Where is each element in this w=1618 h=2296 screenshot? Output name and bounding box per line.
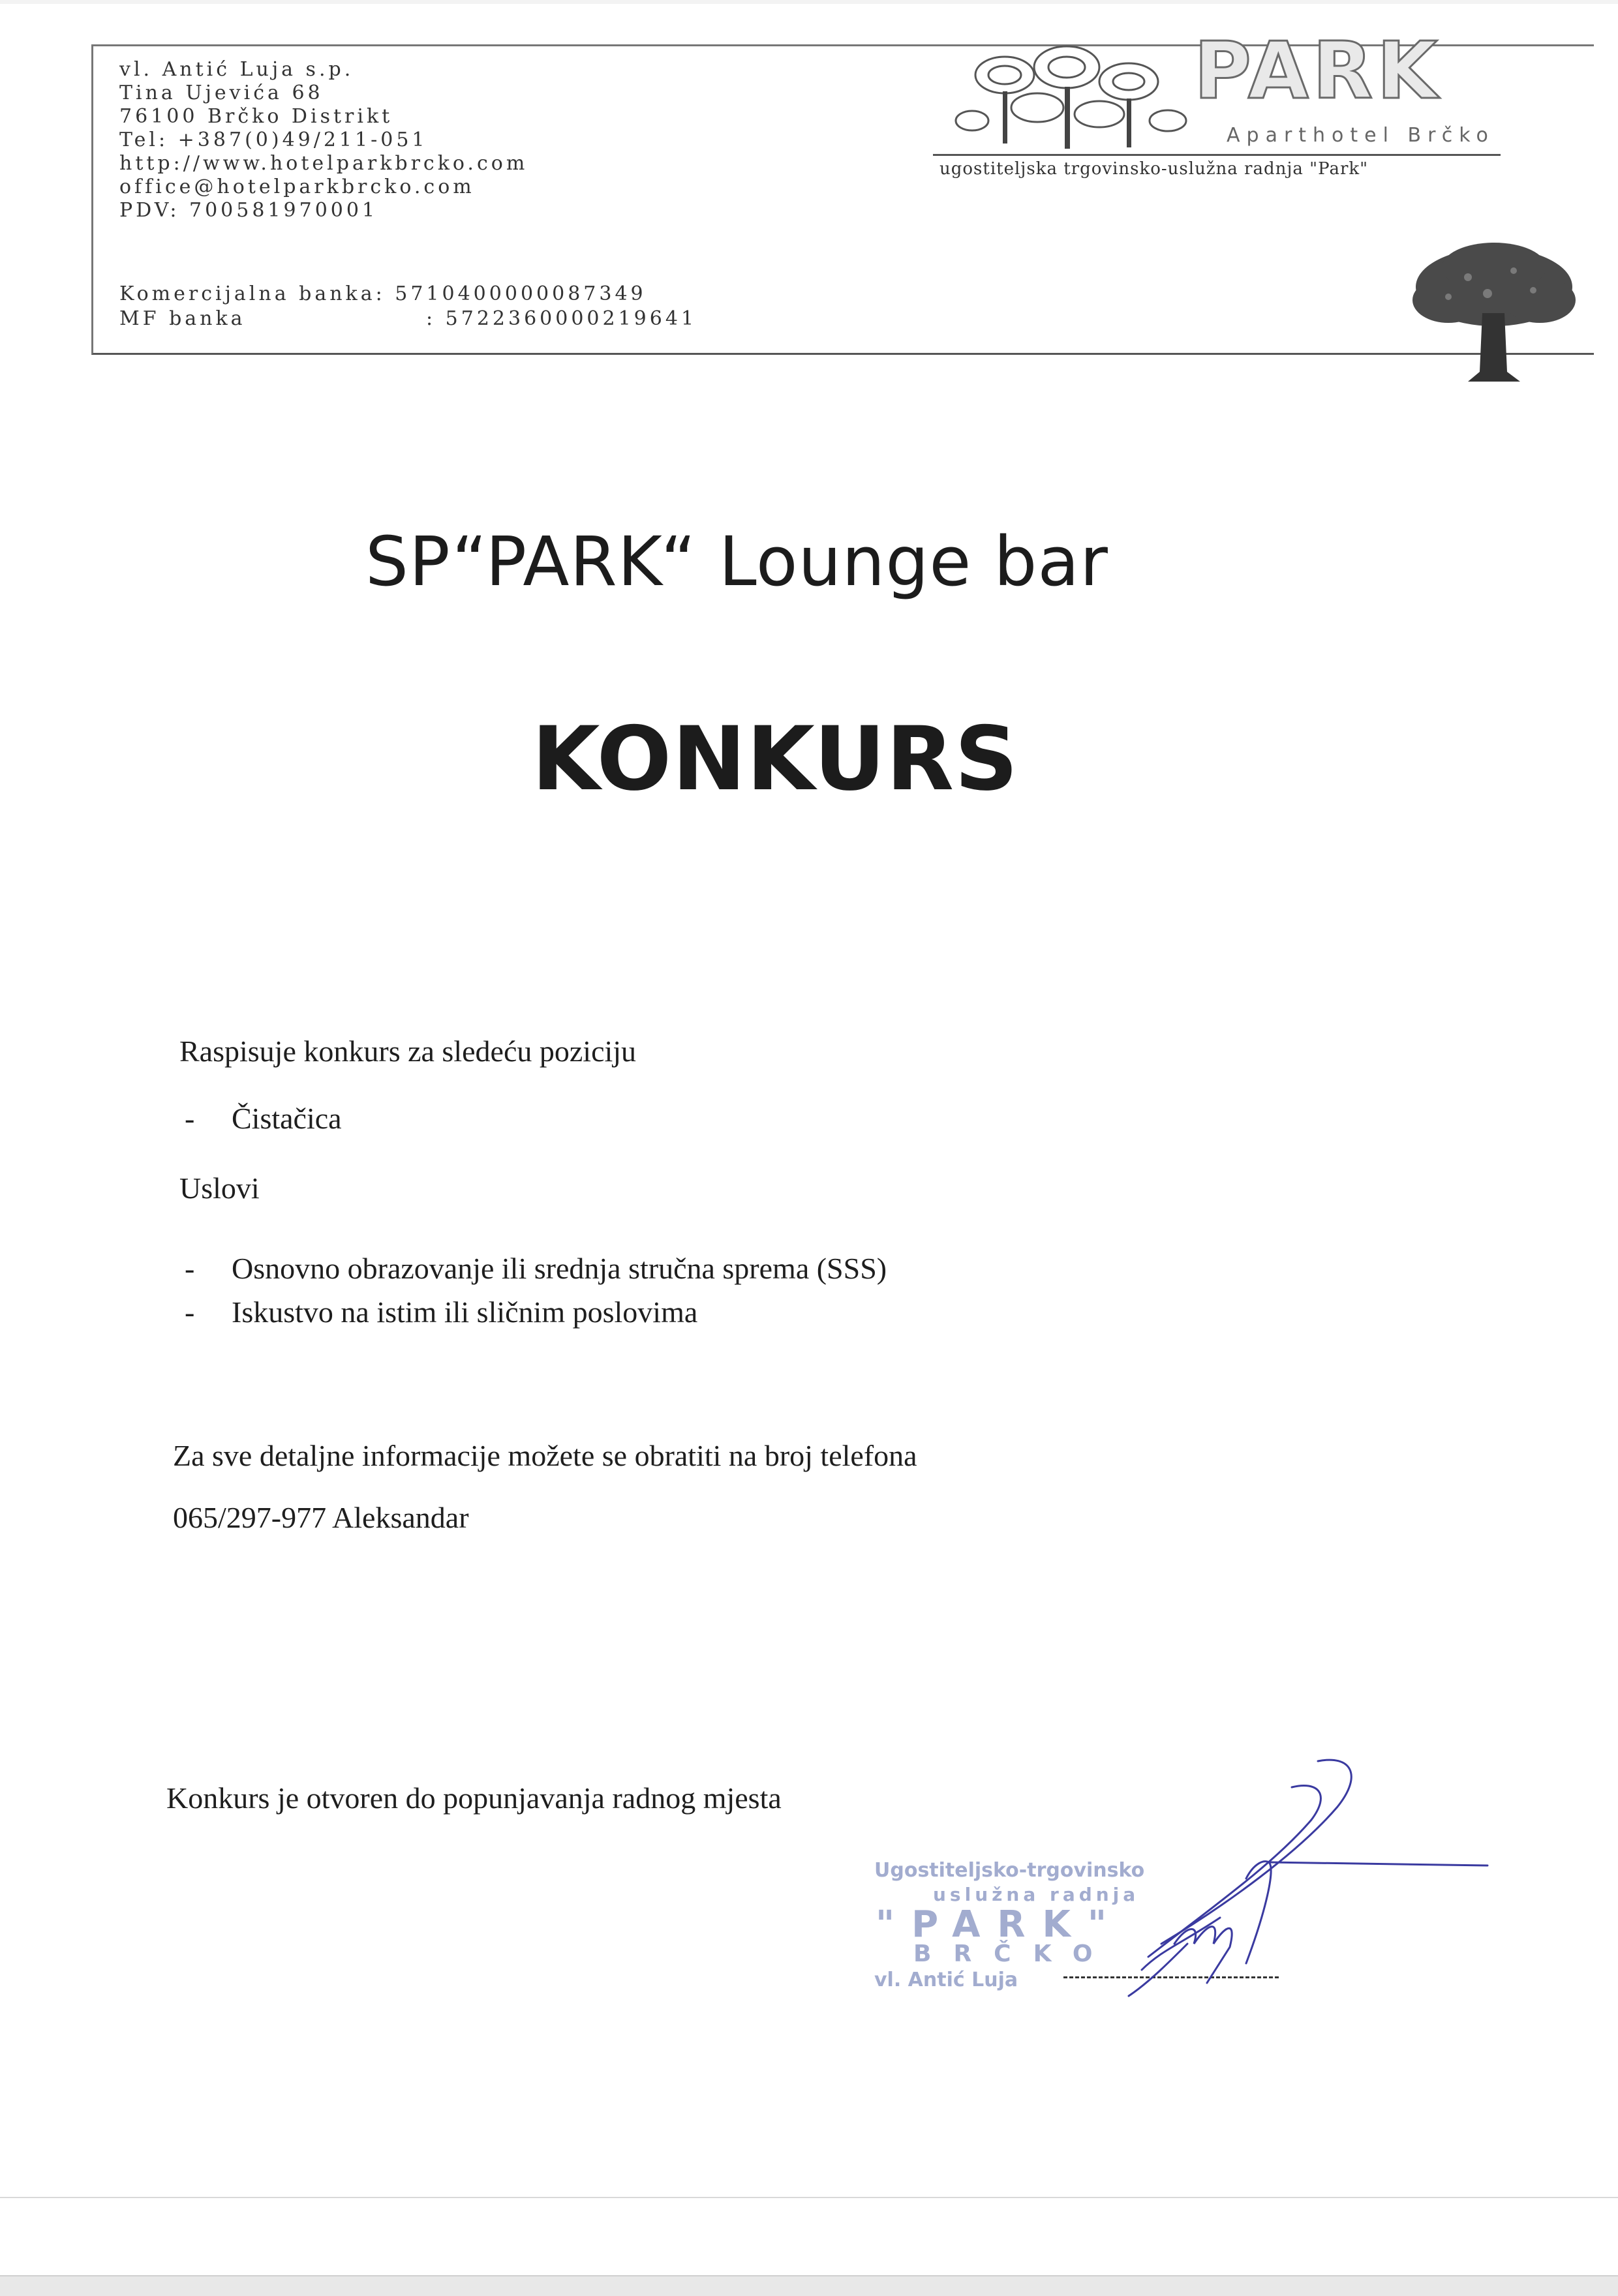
condition-item: Osnovno obrazovanje ili srednja stručna sprema (SSS) bbox=[232, 1252, 887, 1285]
condition-item: Iskustvo na istim ili sličnim poslovima bbox=[232, 1295, 698, 1329]
letterhead-email: office@hotelparkbrcko.com bbox=[119, 175, 475, 198]
logo-rule bbox=[933, 154, 1501, 156]
letterhead-city: 76100 Brčko Distrikt bbox=[119, 105, 393, 128]
signature-icon bbox=[1011, 1748, 1507, 2022]
scan-bottom-edge bbox=[0, 2275, 1618, 2296]
stamp-line: uslužna radnja bbox=[933, 1884, 1140, 1905]
stamp-line: Ugostiteljsko-trgovinsko bbox=[874, 1859, 1145, 1882]
letterhead-pdv: PDV: 700581970001 bbox=[119, 199, 378, 222]
oak-tree-icon bbox=[1409, 241, 1579, 385]
letterhead-website: http://www.hotelparkbrcko.com bbox=[119, 152, 528, 175]
trees-logo-icon bbox=[953, 36, 1214, 153]
condition-bullet: - bbox=[185, 1295, 195, 1329]
business-name: SP“PARK“ Lounge bar bbox=[365, 522, 1108, 601]
letterhead-bank-commercial: Komercijalna banka: 5710400000087349 bbox=[119, 282, 647, 305]
condition-bullet: - bbox=[185, 1252, 195, 1285]
closing-text: Konkurs je otvoren do popunjavanja radnog mjesta bbox=[166, 1781, 782, 1815]
position-name: Čistačica bbox=[232, 1102, 342, 1135]
stamp-line: "PARK" bbox=[876, 1903, 1124, 1946]
contact-phone: 065/297-977 Aleksandar bbox=[173, 1501, 469, 1534]
letterhead-tagline: ugostiteljska trgovinsko-uslužna radnja "Park" bbox=[939, 159, 1369, 179]
logo-subtitle: Aparthotel Brčko bbox=[1227, 124, 1495, 147]
letterhead-bank-mf-label: MF banka bbox=[119, 307, 246, 330]
scan-bottom-line bbox=[0, 2197, 1618, 2198]
stamp-line: BRČKO bbox=[913, 1941, 1115, 1967]
letterhead-street: Tina Ujevića 68 bbox=[119, 82, 324, 104]
letterhead-phone: Tel: +387(0)49/211-051 bbox=[119, 128, 428, 151]
intro-text: Raspisuje konkurs za sledeću poziciju bbox=[179, 1035, 637, 1068]
page-title: KONKURS bbox=[532, 708, 1019, 810]
contact-info-text: Za sve detaljne informacije možete se obratiti na broj telefona bbox=[173, 1439, 917, 1472]
logo-word: PARK bbox=[1194, 26, 1442, 117]
stamp-line: vl. Antić Luja bbox=[874, 1969, 1018, 1991]
conditions-label: Uslovi bbox=[179, 1171, 260, 1205]
letterhead-bank-mf-number: : 5722360000219641 bbox=[426, 307, 697, 330]
letterhead-owner: vl. Antić Luja s.p. bbox=[119, 58, 354, 81]
position-bullet: - bbox=[185, 1102, 195, 1135]
scan-top-edge bbox=[0, 0, 1618, 4]
